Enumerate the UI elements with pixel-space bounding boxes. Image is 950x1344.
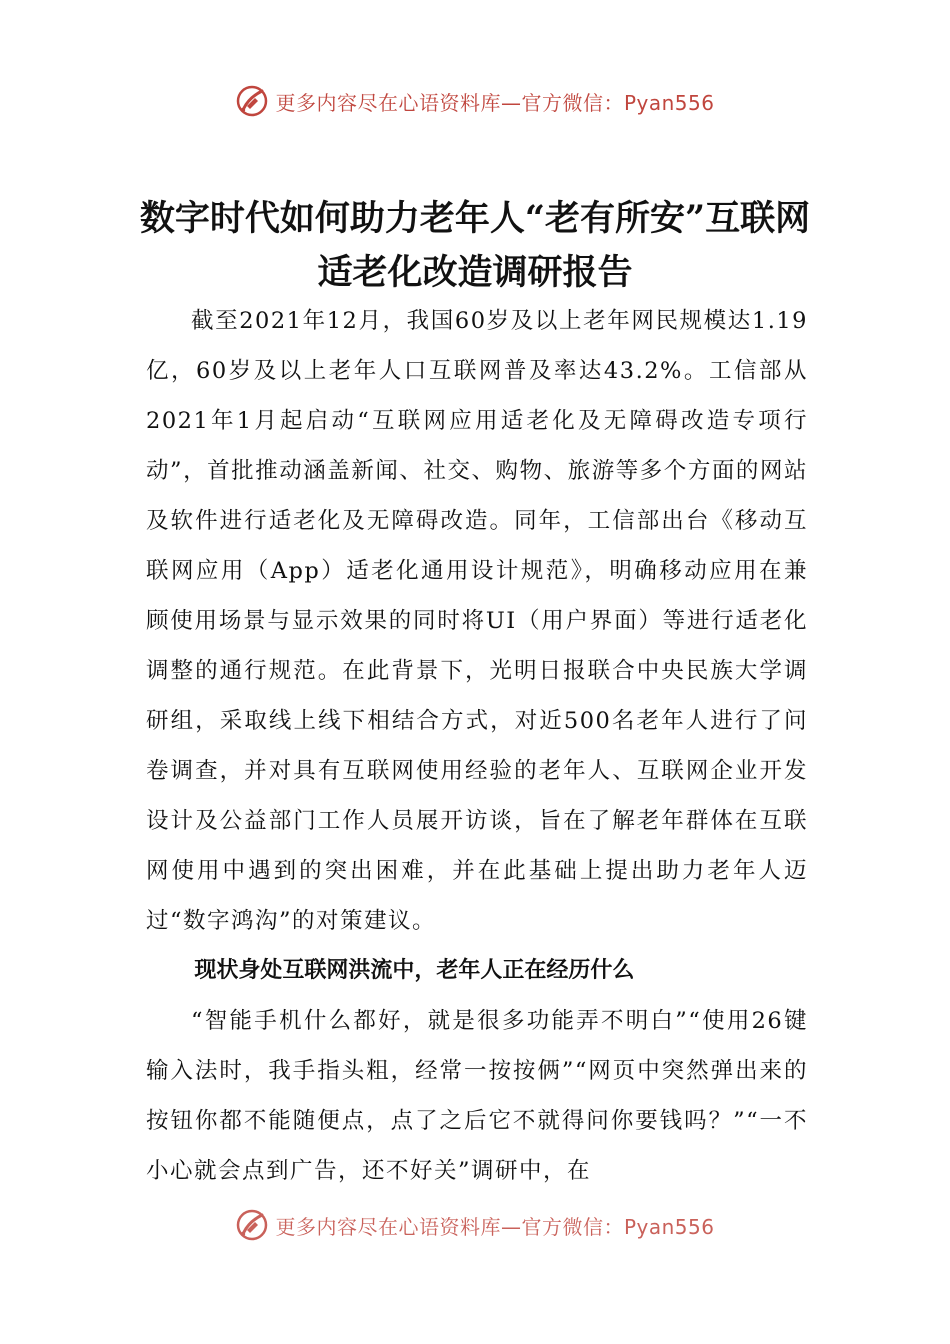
intro-paragraph: 截至2021年12月，我国60岁及以上老年网民规模达1.19亿，60岁及以上老年人口互联网普及率达43.2%。工信部从2021年1月起启动“互联网应用适老化及无障碍改造专项行动”，首批推动涵盖新闻、社交、购物、旅游等多个方面的网站及软件进行适老化及无障碍改造。同年，工信部出台《移动互联网应用（App）适老化通用设计规范》，明确移动应用在兼顾使用场景与显示效果的同时将UI（用户界面）等进行适老化调整的通行规范。在此背景下，光明日报联合中央民族大学调研组，采取线上线下相结合方式，对近500名老年人进行了问卷调查，并对具有互联网使用经验的老年人、互联网企业开发设计及公益部门工作人员展开访谈，旨在了解老年群体在互联网使用中遇到的突出困难，并在此基础上提出助力老年人迈过“数字鸿沟”的对策建议。: [146, 308, 808, 934]
document-title: 数字时代如何助力老年人“老有所安”互联网适老化改造调研报告: [139, 198, 811, 293]
header-watermark: [0, 84, 950, 118]
document-body: [146, 296, 808, 1196]
section-heading: 现状身处互联网洪流中，老年人正在经历什么: [194, 958, 635, 983]
body-paragraph: “智能手机什么都好，就是很多功能弄不明白”“使用26键输入法时，我手指头粗，经常一按按俩”“网页中突然弹出来的按钮你都不能随便点，点了之后它不就得问你要钱吗？”“一不小心就会点到广告，还不好关”调研中，在: [146, 1008, 808, 1184]
watermark-text: 更多内容尽在心语资料库—官方微信：Pyan556: [275, 1214, 715, 1239]
pen-logo-icon: [235, 84, 269, 118]
footer-watermark: [0, 1208, 950, 1242]
pen-logo-icon: [235, 1208, 269, 1242]
watermark-text: 更多内容尽在心语资料库—官方微信：Pyan556: [275, 90, 715, 115]
